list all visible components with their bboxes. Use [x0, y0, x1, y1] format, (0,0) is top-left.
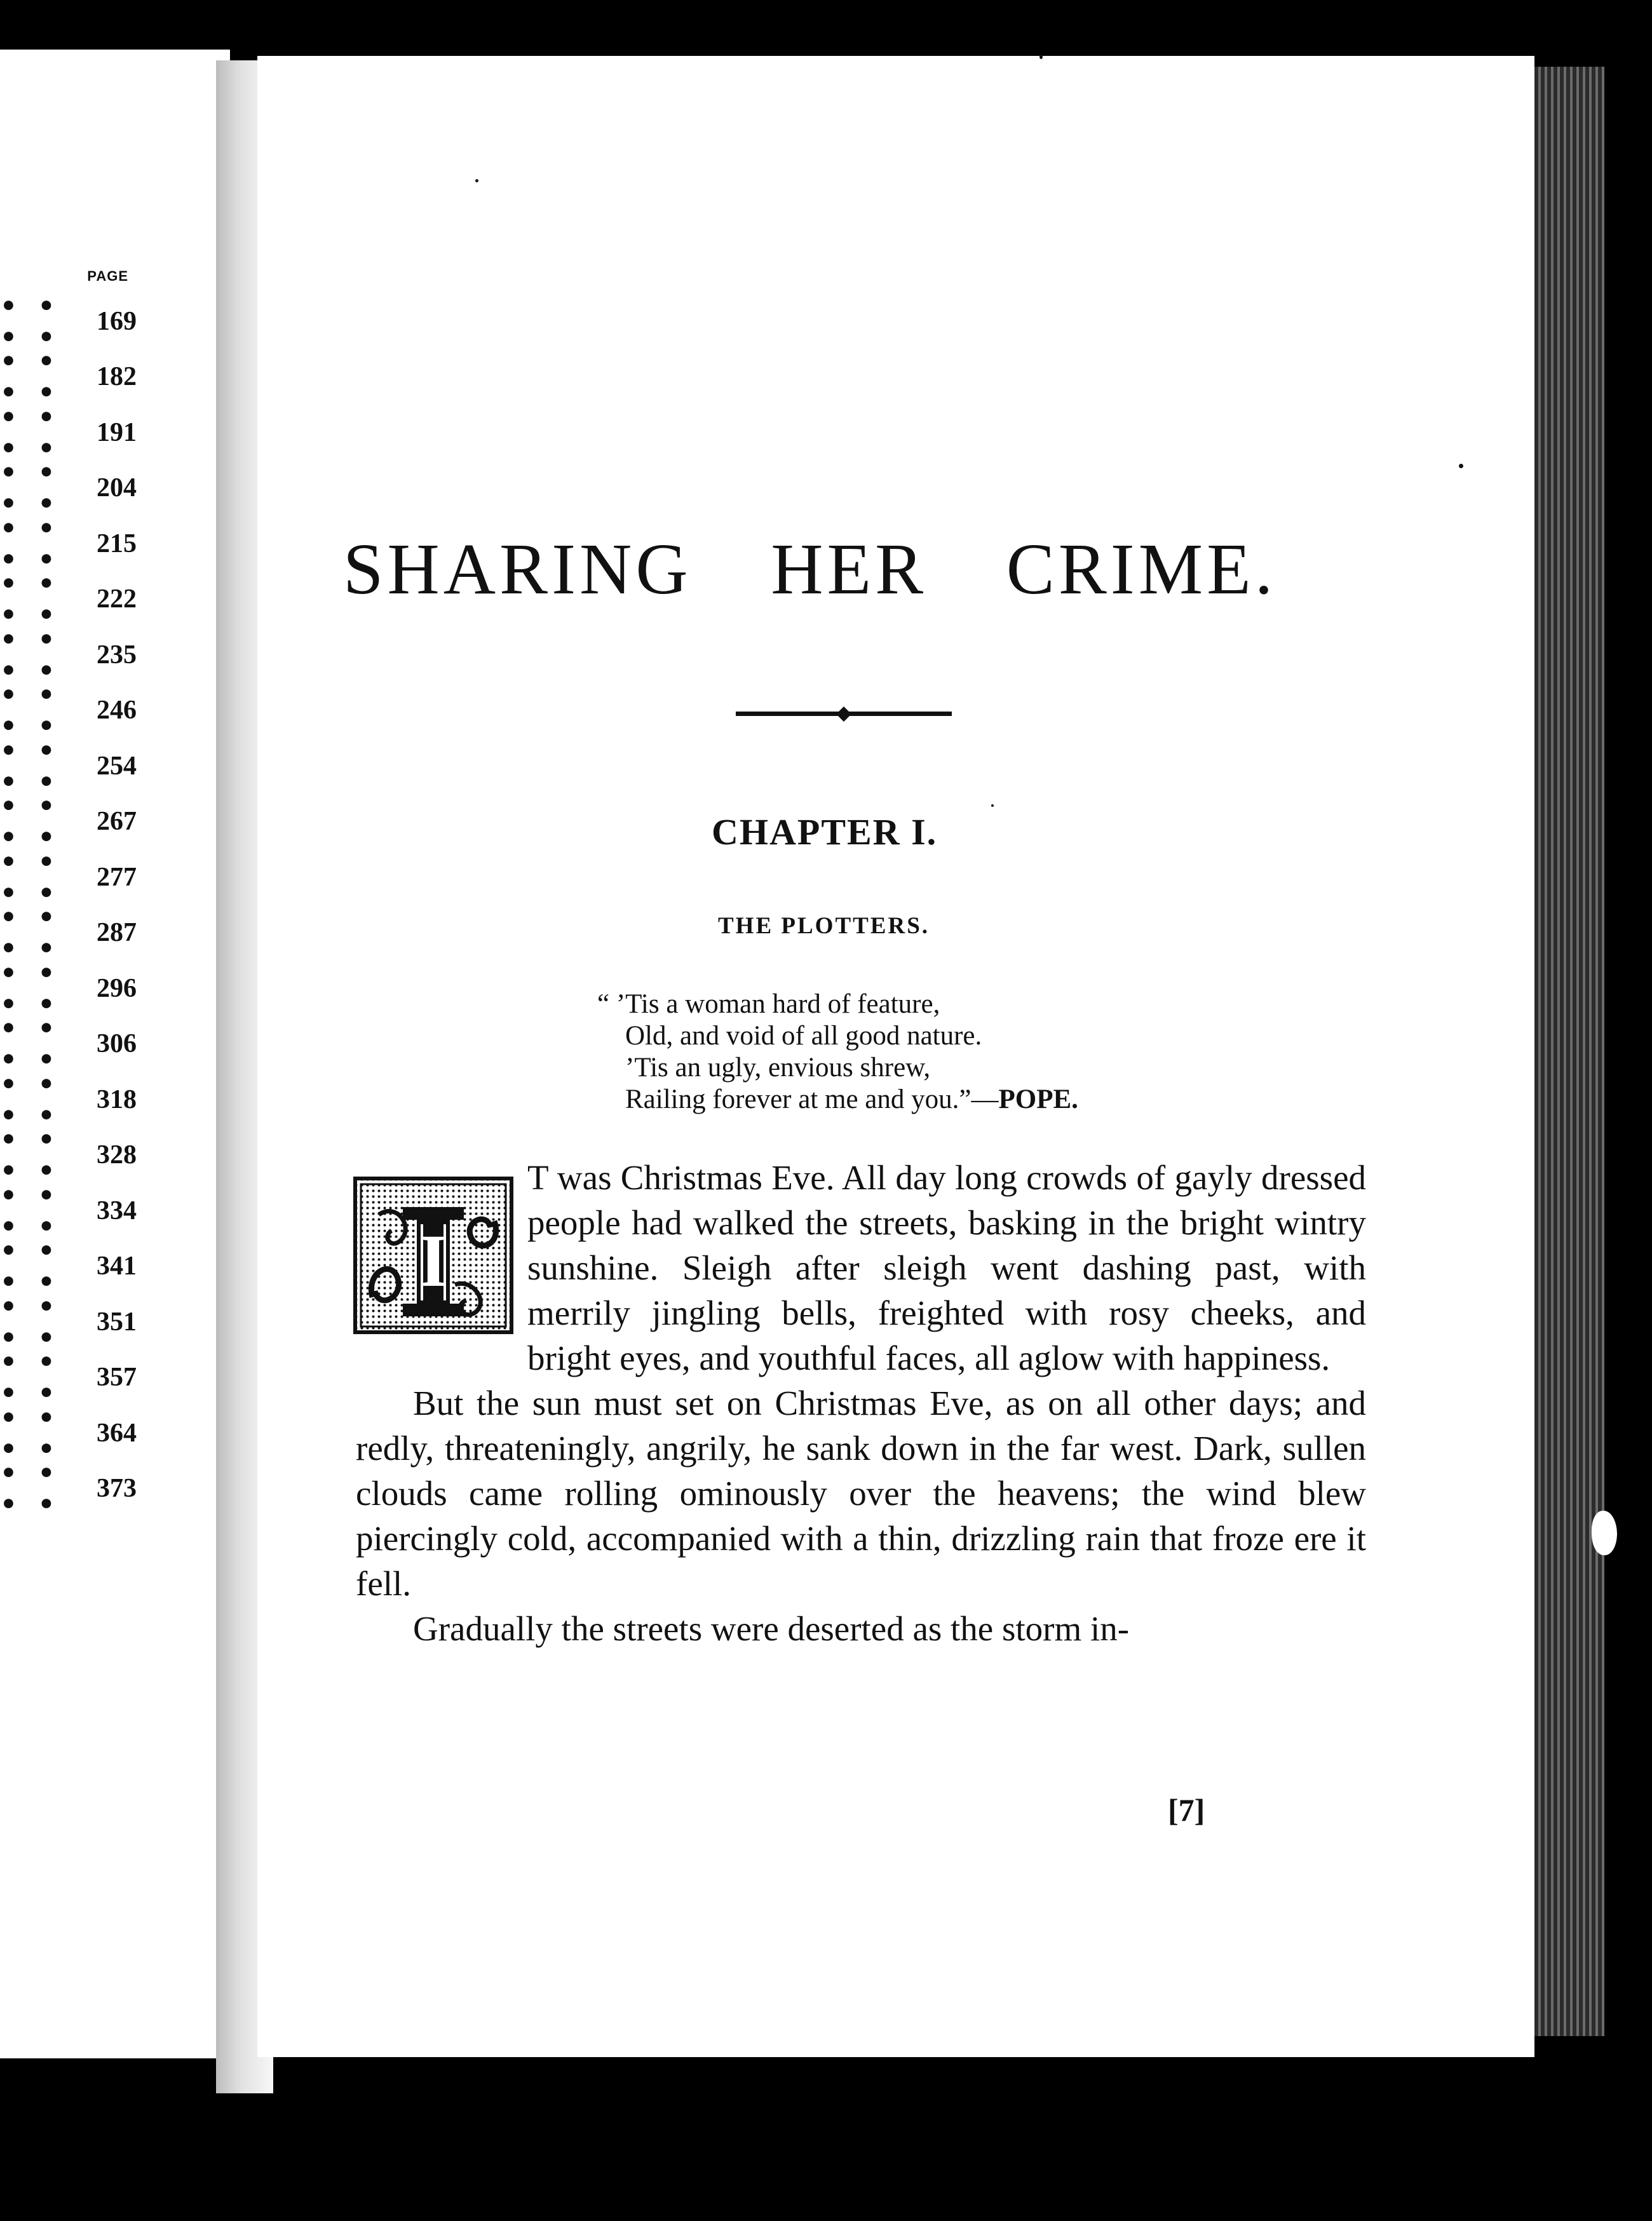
toc-row [0, 346, 137, 408]
toc-leader-dots: • • • • [0, 623, 61, 686]
toc-leader-dots: • • • • [0, 401, 61, 464]
toc-leader-dots: • • • • [0, 734, 61, 797]
toc-page-number: 235 [97, 640, 137, 670]
toc-leader-dots: • • • • [0, 290, 61, 353]
toc-leader-dots: • • • • [0, 1401, 61, 1464]
toc-leader-dots: • • • • [0, 1013, 61, 1076]
toc-leader-dots: • • • • [0, 679, 61, 742]
toc-row [0, 1235, 137, 1298]
paragraph-3: Gradually the streets were deserted as the storm in- [413, 1609, 1130, 1648]
chapter-title: THE PLOTTERS. [718, 913, 930, 939]
ink-speck [991, 804, 994, 807]
book-title: SHARING HER CRIME. [343, 529, 1277, 609]
epigraph-line: “ ’Tis a woman hard of feature, [597, 989, 940, 1019]
toc-page-number: 306 [97, 1029, 137, 1059]
toc-leader-dots: • • • • [0, 457, 61, 520]
toc-page-number: 191 [97, 417, 137, 447]
toc-leader-dots: • • • • [0, 1346, 61, 1409]
toc-leader-dots: • • • • [0, 901, 61, 964]
toc-row [0, 957, 137, 1020]
toc-row [0, 568, 137, 631]
epigraph-line [597, 1084, 1296, 1116]
toc-leader-dots: • • • • [0, 1235, 61, 1298]
toc-row [0, 846, 137, 908]
toc-page-number-list [0, 290, 137, 1520]
toc-row [0, 1013, 137, 1076]
paragraph-1: T was Christmas Eve. All day long crowds of gayly dressed people had walked the streets, basking in the bright wintry sunshine. Sleigh after sleigh went dashing past, with merrily jingling bells, freighted with rosy cheeks, and bright eyes, and youthful faces, all aglow with happiness. [527, 1158, 1366, 1377]
toc-row [0, 1457, 137, 1520]
toc-row [0, 1179, 137, 1242]
toc-page-number: 204 [97, 473, 137, 503]
toc-row [0, 401, 137, 464]
toc-page-number: 318 [97, 1084, 137, 1114]
toc-page-number: 169 [97, 306, 137, 336]
toc-row [0, 1346, 137, 1409]
paragraph-2: But the sun must set on Christmas Eve, as on all other days; and redly, threateningly, angrily, he sank down in the far west. Dark, sullen clouds came rolling ominously over the heavens; the wind blew piercingly cold, accompanied with a thin, drizzling rain that froze ere it fell. [356, 1384, 1366, 1603]
toc-row [0, 1290, 137, 1353]
toc-leader-dots: • • • • [0, 1290, 61, 1353]
epigraph-line-text: Railing forever at me and you.”— [625, 1084, 999, 1114]
ornament-divider [736, 703, 952, 726]
toc-page-number: 341 [97, 1252, 137, 1281]
toc-page-number: 373 [97, 1474, 137, 1504]
toc-row [0, 290, 137, 353]
toc-leader-dots: • • • • [0, 1124, 61, 1187]
toc-page-number: 222 [97, 584, 137, 614]
toc-row [0, 679, 137, 742]
ink-speck [475, 179, 478, 182]
toc-page-number: 182 [97, 362, 137, 392]
toc-leader-dots: • • • • [0, 568, 61, 631]
toc-row [0, 1068, 137, 1131]
toc-leader-dots: • • • • [0, 1179, 61, 1242]
toc-leader-dots: • • • • [0, 346, 61, 408]
toc-row [0, 901, 137, 964]
epigraph [597, 989, 1296, 1116]
toc-page-number: 246 [97, 696, 137, 726]
toc-leader-dots: • • • • [0, 846, 61, 908]
toc-row [0, 1401, 137, 1464]
page-number: [7] [1168, 1792, 1205, 1828]
drop-cap-letter: I [419, 1219, 448, 1302]
toc-page-number: 267 [97, 807, 137, 837]
illuminated-drop-cap [353, 1177, 513, 1334]
toc-page-number: 254 [97, 751, 137, 781]
toc-page-number: 287 [97, 918, 137, 948]
toc-row [0, 1124, 137, 1187]
toc-page-header: PAGE [87, 268, 128, 284]
chapter-heading: CHAPTER I. [712, 811, 938, 853]
toc-leader-dots: • • • • [0, 790, 61, 853]
toc-row [0, 790, 137, 853]
page-edge-mark [1592, 1511, 1617, 1555]
toc-page-number: 296 [97, 973, 137, 1003]
toc-page-number: 328 [97, 1140, 137, 1170]
toc-row [0, 512, 137, 575]
epigraph-line: Old, and void of all good nature. [625, 1021, 982, 1051]
toc-row [0, 457, 137, 520]
ink-speck [1459, 464, 1463, 468]
toc-page-number: 351 [97, 1307, 137, 1337]
toc-leader-dots: • • • • [0, 1068, 61, 1131]
epigraph-attribution: POPE. [998, 1084, 1078, 1114]
toc-leader-dots: • • • • [0, 957, 61, 1020]
toc-page-number: 277 [97, 862, 137, 892]
book-edge [1534, 67, 1604, 2036]
toc-row [0, 734, 137, 797]
toc-leader-dots: • • • • [0, 1457, 61, 1520]
epigraph-line: ’Tis an ugly, envious shrew, [625, 1053, 931, 1083]
toc-page-number: 334 [97, 1196, 137, 1225]
toc-page-number: 215 [97, 529, 137, 558]
toc-page-number: 357 [97, 1363, 137, 1393]
toc-row [0, 623, 137, 686]
toc-page-number: 364 [97, 1418, 137, 1448]
ink-speck [1039, 55, 1043, 59]
toc-leader-dots: • • • • [0, 512, 61, 575]
